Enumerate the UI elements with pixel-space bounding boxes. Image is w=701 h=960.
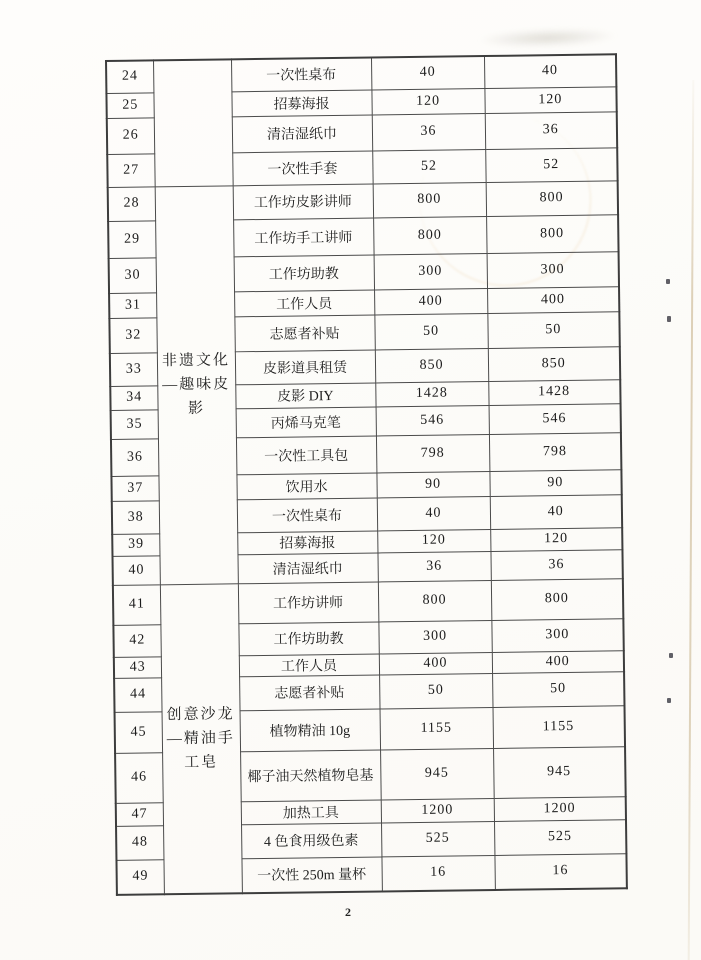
item-name-cell: 4 色食用级色素 [241,822,381,858]
item-name-cell: 招募海报 [237,530,377,554]
amount2-cell: 525 [494,819,626,855]
item-name-cell: 志愿者补贴 [234,314,374,351]
item-name-cell: 皮影道具租赁 [235,349,375,384]
amount2-cell: 546 [489,403,621,434]
budget-table-wrap [105,53,627,896]
amount-cell: 300 [378,620,491,653]
item-name-cell: 招募海报 [231,90,371,117]
paper-edge-line [688,80,695,960]
amount-cell: 798 [376,434,489,472]
item-name-cell: 饮用水 [236,472,376,499]
row-number-cell: 43 [114,656,161,678]
row-number-cell: 28 [108,186,155,221]
amount-cell: 36 [372,113,485,150]
amount2-cell: 52 [485,147,617,182]
category-label [157,126,229,127]
item-name-cell: 志愿者补贴 [239,674,379,710]
amount-cell: 120 [371,88,484,114]
row-number-cell: 27 [107,153,154,187]
amount-cell: 850 [375,348,488,382]
item-name-cell: 丙烯马克笔 [236,406,376,437]
amount2-cell: 50 [487,311,619,348]
amount-cell: 300 [374,253,487,289]
item-name-cell: 一次性桌布 [237,497,377,532]
amount-cell: 800 [373,216,486,254]
item-name-cell: 工作人员 [239,653,379,676]
amount-cell: 1428 [375,381,488,406]
table-body [106,54,627,895]
amount-cell: 945 [380,748,494,799]
amount-cell: 800 [378,580,492,621]
amount2-cell: 400 [492,650,624,673]
item-name-cell: 工作坊皮影讲师 [233,184,373,220]
item-name-cell: 椰子油天然植物皂基 [240,749,381,801]
amount2-cell: 1155 [493,705,626,748]
amount2-cell: 800 [486,214,618,253]
amount-cell: 52 [372,149,485,183]
item-name-cell: 工作坊助教 [234,255,374,292]
row-number-cell: 26 [107,117,154,154]
amount-cell: 400 [379,652,492,674]
amount-cell: 400 [374,288,487,314]
amount2-cell: 300 [491,618,623,652]
row-number-cell: 35 [111,409,158,439]
amount2-cell: 850 [488,346,620,381]
item-name-cell: 植物精油 10g [240,708,381,751]
item-name-cell: 工作坊讲师 [238,581,379,623]
amount-cell: 40 [371,56,484,89]
amount2-cell: 800 [491,578,624,620]
row-number-cell: 24 [106,60,153,93]
item-name-cell: 加热工具 [241,799,381,824]
amount-cell: 1200 [381,798,494,822]
amount-cell: 800 [373,182,486,217]
amount-cell: 16 [381,855,494,891]
item-name-cell: 一次性手套 [232,151,372,186]
amount-cell: 525 [381,821,494,856]
item-name-cell: 一次性桌布 [231,58,371,92]
item-name-cell: 工作人员 [234,289,374,316]
budget-table [105,53,628,896]
row-number-cell: 42 [113,624,160,657]
amount2-cell: 1200 [494,796,626,821]
amount2-cell: 36 [490,549,622,580]
row-number-cell: 49 [116,859,163,895]
amount2-cell: 36 [485,111,617,149]
item-name-cell: 清洁湿纸巾 [232,115,372,153]
category-cell [153,59,233,186]
row-number-cell: 48 [116,825,163,860]
row-number-cell: 37 [111,475,158,501]
row-number-cell: 46 [115,752,163,803]
amount-cell: 40 [377,496,490,530]
amount-cell: 50 [379,673,492,708]
item-name-cell: 工作坊手工讲师 [233,218,373,257]
row-number-cell: 45 [115,711,163,753]
amount2-cell: 40 [484,54,616,88]
item-name-cell: 皮影 DIY [235,382,375,408]
amount2-cell: 50 [492,671,624,707]
row-number-cell: 39 [112,533,159,556]
row-number-cell: 36 [111,438,158,476]
item-name-cell: 一次性 250m 量杯 [241,856,381,893]
row-number-cell: 40 [112,555,159,585]
table-row [113,578,623,625]
amount-cell: 90 [376,471,489,497]
amount-cell: 546 [376,405,489,435]
amount2-cell: 120 [484,86,616,113]
ink-speck [667,316,671,322]
amount-cell: 50 [374,313,487,349]
ink-speck [669,653,673,658]
row-number-cell: 44 [114,677,161,712]
item-name-cell: 清洁湿纸巾 [237,552,377,583]
amount2-cell: 300 [487,251,619,288]
row-number-cell: 29 [108,220,155,258]
row-number-cell: 30 [109,257,156,293]
category-cell [160,583,242,894]
row-number-cell: 47 [116,802,163,826]
row-number-cell: 25 [106,92,153,118]
ink-speck [666,279,670,284]
amount-cell: 120 [377,529,490,552]
amount2-cell: 120 [490,527,622,551]
category-cell [155,185,238,584]
amount2-cell: 798 [489,432,621,471]
row-number-cell: 32 [109,317,156,353]
row-number-cell: 34 [110,385,157,410]
amount-cell: 1155 [380,707,494,749]
amount2-cell: 16 [494,853,626,890]
scan-smudge [455,23,641,53]
ink-speck [667,698,671,703]
item-name-cell: 一次性工具包 [236,435,376,474]
page-number: 2 [345,905,351,919]
row-number-cell: 33 [110,352,157,386]
row-number-cell: 31 [109,292,156,318]
row-number-cell: 38 [112,500,159,534]
amount2-cell: 945 [493,746,626,798]
amount2-cell: 800 [486,180,618,216]
row-number-cell: 41 [113,584,161,625]
amount2-cell: 40 [490,494,622,529]
category-label: 非遗文化—趣味皮影 [161,352,231,417]
category-label: 创意沙龙—精油手工皂 [166,706,235,771]
item-name-cell: 工作坊助教 [238,621,378,655]
amount2-cell: 90 [489,469,621,496]
amount-cell: 36 [377,551,490,581]
amount2-cell: 1428 [488,379,620,405]
amount2-cell: 400 [487,286,619,313]
